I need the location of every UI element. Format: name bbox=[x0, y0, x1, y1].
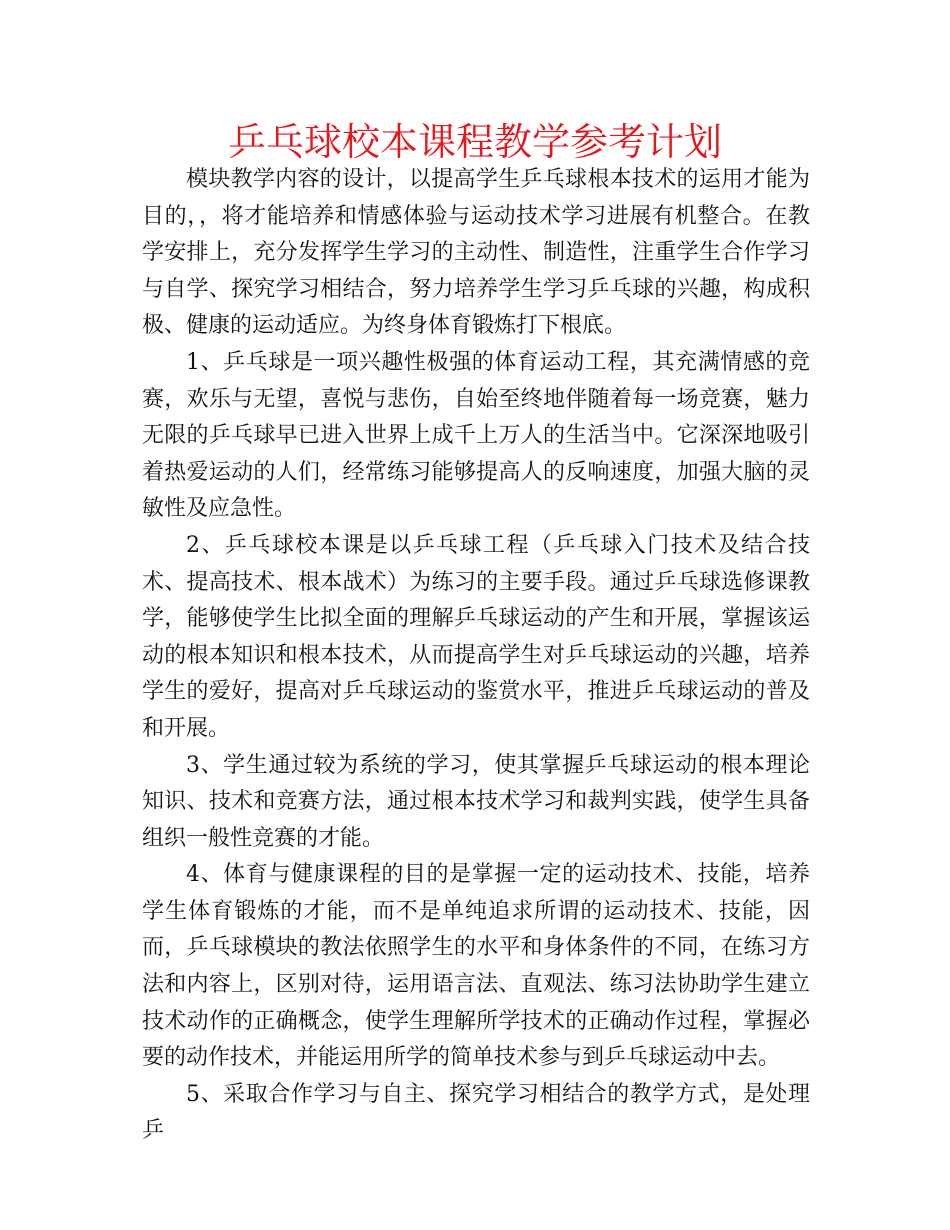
paragraph-2: 2、乒乓球校本课是以乒乓球工程（乒乓球入门技术及结合技术、提高技术、根本战术）为练习的主要手段。通过乒乓球选修课教学，能够使学生比拟全面的理解乒乓球运动的产生和开展，掌握该运动的根本知识和根本技术，从而提高学生对乒乓球运动的兴趣，培养学生的爱好，提高对乒乓球运动的鉴赏水平，推进乒乓球运动的普及和开展。 bbox=[142, 532, 810, 741]
document-title: 乒乓球校本课程教学参考计划 bbox=[227, 120, 722, 164]
paragraph-1: 1、乒乓球是一项兴趣性极强的体育运动工程，其充满情感的竞赛，欢乐与无望，喜悦与悲伤，自始至终地伴随着每一场竞赛，魅力无限的乒乓球早已进入世界上成千上万人的生活当中。它深深地吸引着热爱运动的人们，经常练习能够提高人的反响速度，加强大脑的灵敏性及应急性。 bbox=[142, 349, 810, 522]
paragraph-5: 5、采取合作学习与自主、探究学习相结合的教学方式，是处理乒 bbox=[142, 1081, 810, 1144]
document-body bbox=[142, 162, 810, 1150]
paragraph-4: 4、体育与健康课程的目的是掌握一定的运动技术、技能，培养学生体育锻炼的才能，而不是单纯追求所谓的运动技术、技能，因而，乒乓球模块的教法依照学生的水平和身体条件的不同，在练习方法和内容上，区别对待，运用语言法、直观法、练习法协助学生建立技术动作的正确概念，使学生理解所学技术的正确动作过程，掌握必要的动作技术，并能运用所学的简单技术参与到乒乓球运动中去。 bbox=[142, 862, 810, 1071]
paragraph-3: 3、学生通过较为系统的学习，使其掌握乒乓球运动的根本理论知识、技术和竞赛方法，通过根本技术学习和裁判实践，使学生具备组织一般性竞赛的才能。 bbox=[142, 752, 810, 851]
intro-paragraph: 模块教学内容的设计，以提高学生乒乓球根本技术的运用才能为目的，，将才能培养和情感体验与运动技术学习进展有机整合。在教学安排上，充分发挥学生学习的主动性、制造性，注重学生合作学习与自学、探究学习相结合，努力培养学生学习乒乓球的兴趣，构成积极、健康的运动适应。为终身体育锻炼打下根底。 bbox=[142, 167, 810, 339]
